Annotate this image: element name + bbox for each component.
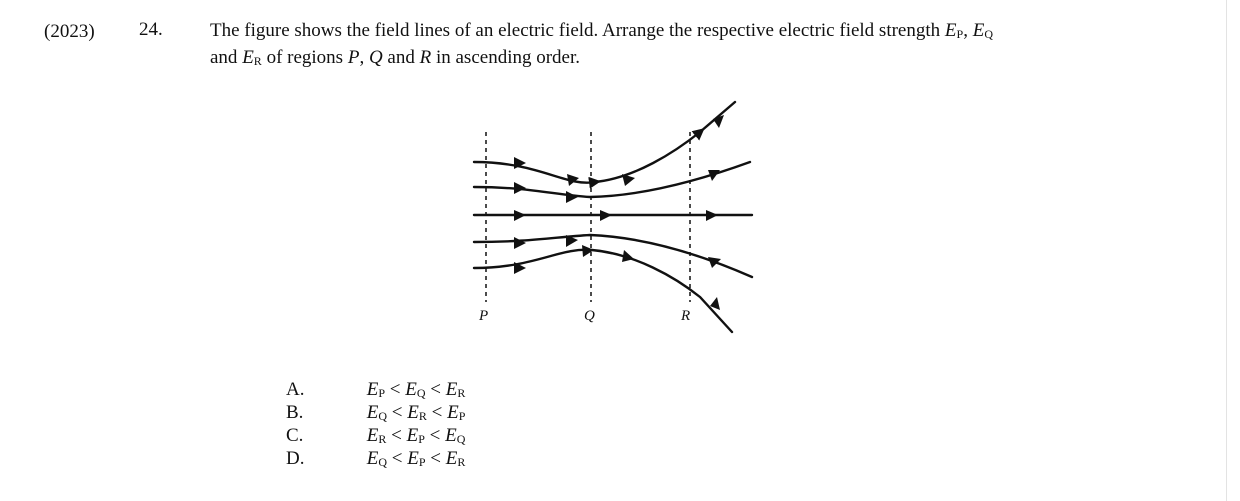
region-label-p: P (479, 308, 489, 324)
option-c-expr: $E_R < E_P < E_Q$ (366, 425, 466, 446)
question-number: 24. (139, 19, 163, 40)
arrow-mid-1 (622, 174, 635, 186)
stem-er: $E_R$ (242, 47, 262, 68)
arrow-q-2 (566, 191, 578, 203)
option-a[interactable]: A. $E_P < E_Q < E_R$ (286, 379, 466, 400)
exam-year: (2023) (44, 21, 95, 42)
arrow-q-5 (582, 245, 594, 257)
region-label-r: R (681, 308, 691, 324)
stem-line1: The figure shows the field lines of an electric field. Arrange the respective electric field strength (210, 20, 941, 41)
option-a-expr: $E_P < E_Q < E_R$ (366, 379, 466, 400)
option-d[interactable]: D. $E_Q < E_P < E_R$ (286, 448, 466, 469)
answer-options (286, 378, 465, 470)
field-line-1 (474, 102, 735, 183)
option-b-expr: $E_Q < E_R < E_P$ (366, 402, 466, 423)
arrow-r-3 (706, 210, 718, 221)
field-lines-figure (470, 92, 760, 342)
question-stem: The figure shows the field lines of an electric field. Arrange the respective electric field strength $E_P$, $E_Q$ and $E_R$ of regions P, Q and R in ascending order. (210, 20, 993, 68)
arrow-q-1 (567, 174, 579, 186)
field-lines-svg (470, 92, 760, 342)
arrow-p-4 (514, 237, 526, 249)
stem-ep: $E_P$ (944, 20, 964, 41)
arrow-p-3 (514, 210, 526, 221)
region-label-q: Q (584, 308, 595, 324)
arrow-p-2 (514, 182, 526, 194)
arrow-q-3 (600, 210, 612, 221)
option-d-expr: $E_Q < E_P < E_R$ (366, 448, 466, 469)
stem-eq: $E_Q$ (972, 20, 993, 41)
page-edge-line (1226, 0, 1227, 501)
option-b[interactable]: B. $E_Q < E_R < E_P$ (286, 402, 466, 423)
field-line-5 (474, 250, 732, 332)
option-c[interactable]: C. $E_R < E_P < E_Q$ (286, 425, 466, 446)
